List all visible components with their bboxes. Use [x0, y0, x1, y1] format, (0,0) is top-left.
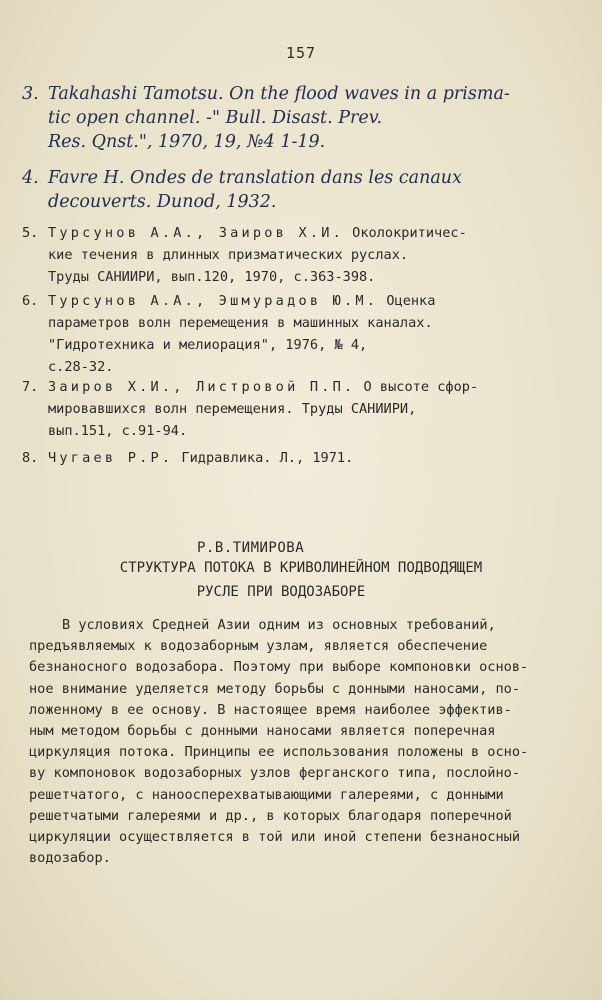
body-line: безнаносного водозабора. Поэтому при выборе компоновки основ-: [29, 659, 529, 676]
reference-text-line: Оценка: [378, 293, 436, 309]
reference-number: 7.: [22, 379, 39, 395]
reference-number: 5.: [22, 225, 39, 241]
article-title-line: РУСЛЕ ПРИ ВОДОЗАБОРЕ: [196, 584, 366, 600]
reference-number: 8.: [22, 450, 39, 466]
body-line: решетчатого, с наноосперехватывающими галереями, с донными: [29, 786, 504, 803]
reference-text-line: tic open channel. -" Bull. Disast. Prev.: [48, 108, 383, 128]
reference-number: 3.: [22, 84, 39, 104]
reference-author: Турсунов А.А., Эшмурадов Ю.М.: [48, 293, 379, 309]
reference-4: [22, 166, 587, 214]
body-line: ложенному в ее основу. В настоящее время наиболее эффектив-: [29, 701, 512, 718]
reference-text-line: Takahashi Tamotsu. On the flood waves in a prisma-: [48, 84, 510, 104]
reference-3: [22, 82, 587, 154]
body-line: предъявляемых к водозаборным узлам, является обеспечение: [29, 638, 488, 655]
reference-text-line: мировавшихся волн перемещения. Труды САНИИРИ,: [48, 401, 417, 417]
body-line: ным методом борьбы с донными наносами является поперечная: [29, 723, 496, 740]
reference-number: 6.: [22, 293, 39, 309]
reference-text-line: кие течения в длинных призматических руслах.: [48, 247, 409, 263]
reference-text-line: вып.151, с.91-94.: [48, 423, 188, 439]
article-title: [0, 556, 602, 604]
reference-text-line: Труды САНИИРИ, вып.120, 1970, с.363-398.: [48, 269, 376, 285]
reference-author: Заиров Х.И., Листровой П.П.: [48, 379, 356, 395]
reference-text-line: параметров волн перемещения в машинных каналах.: [48, 315, 433, 331]
article-author: Р.В.ТИМИРОВА: [197, 540, 305, 556]
body-line: циркуляция потока. Принципы ее использования положены в осно-: [29, 744, 529, 761]
body-line: циркуляции осуществляется в той или иной степени безнаносный: [29, 829, 521, 846]
reference-5: [22, 222, 587, 288]
article-title-line: СТРУКТУРА ПОТОКА В КРИВОЛИНЕЙНОМ ПОДВОДЯЩЕМ: [119, 560, 483, 576]
body-line: ное внимание уделяется методу борьбы с донными наносами, по-: [29, 680, 521, 697]
reference-author: Турсунов А.А., Заиров Х.И.: [48, 225, 344, 241]
reference-number: 4.: [22, 168, 39, 188]
reference-author: Чугаев Р.Р.: [48, 450, 174, 466]
body-line: В условиях Средней Азии одним из основных требований,: [62, 617, 496, 633]
body-line: решетчатыми галереями и др., в которых благодаря поперечной: [29, 807, 512, 824]
reference-7: [22, 376, 587, 442]
reference-text-line: Гидравлика. Л., 1971.: [173, 450, 354, 466]
page-number: 157: [285, 44, 317, 62]
article-body: [29, 615, 582, 869]
reference-text-line: "Гидротехника и мелиорация", 1976, № 4,: [48, 337, 368, 353]
body-line: ву компоновок водозаборных узлов ферганского типа, послойно-: [29, 765, 521, 782]
reference-text-line: Favre H. Ondes de translation dans les canaux: [48, 168, 462, 188]
reference-text-line: decouverts. Dunod, 1932.: [48, 192, 277, 212]
reference-text-line: Околокритичес-: [344, 225, 467, 241]
body-line: водозабор.: [29, 850, 111, 867]
reference-text-line: О высоте сфор-: [355, 379, 479, 395]
reference-text-line: с.28-32.: [48, 359, 114, 375]
reference-text-line: Res. Qnst.", 1970, 19, №4 1-19.: [48, 132, 326, 152]
reference-6: [22, 290, 587, 378]
reference-8: [22, 447, 587, 469]
